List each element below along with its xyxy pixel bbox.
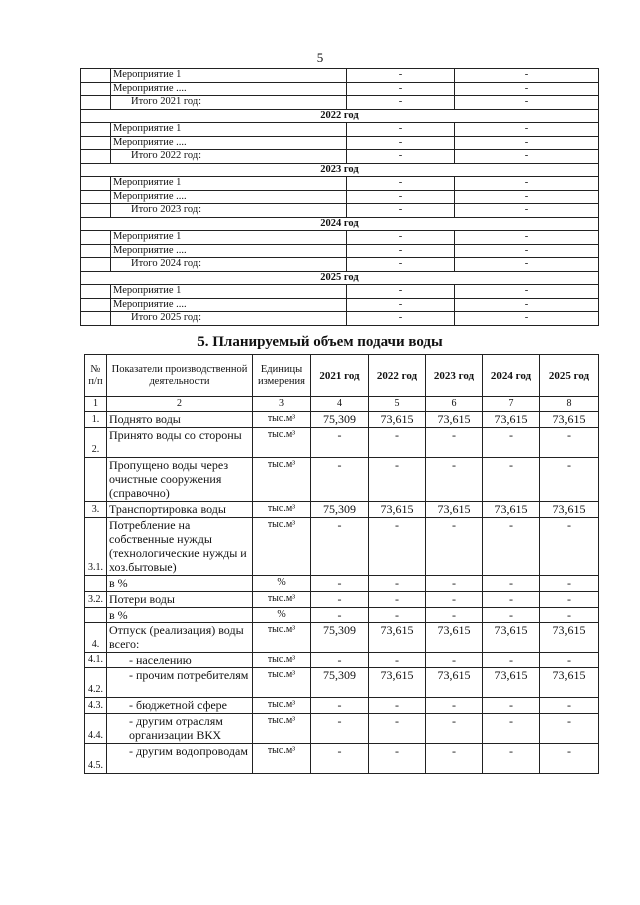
value-a: - <box>347 177 455 191</box>
value-cell: - <box>540 608 599 623</box>
indicator-name: Транспортировка воды <box>107 502 253 518</box>
activity-name: Итого 2023 год: <box>111 204 347 218</box>
unit-cell: тыс.м³ <box>253 412 311 428</box>
activity-name: Мероприятие 1 <box>111 69 347 83</box>
unit-cell: тыс.м³ <box>253 653 311 668</box>
value-cell: - <box>426 653 483 668</box>
value-b: - <box>455 204 599 218</box>
header-num: № п/п <box>85 355 107 397</box>
unit-cell: тыс.м³ <box>253 698 311 714</box>
value-cell: - <box>369 576 426 592</box>
activity-row <box>81 69 599 83</box>
activity-name: Мероприятие 1 <box>111 231 347 245</box>
indicator-name: в % <box>107 576 253 592</box>
value-cell: 73,615 <box>426 668 483 698</box>
row-number: 4.4. <box>85 714 107 744</box>
activity-name: Итого 2022 год: <box>111 150 347 164</box>
value-cell: - <box>483 698 540 714</box>
value-cell: - <box>369 744 426 774</box>
activity-name: Итого 2024 год: <box>111 258 347 272</box>
value-cell: 73,615 <box>483 668 540 698</box>
row-number: 4.1. <box>85 653 107 668</box>
value-b: - <box>455 258 599 272</box>
page-number: 5 <box>316 50 324 65</box>
water-supply-table <box>84 354 599 774</box>
blank-cell <box>81 123 111 137</box>
table-row <box>85 502 599 518</box>
value-cell: - <box>540 698 599 714</box>
table-row <box>85 518 599 576</box>
index-row <box>85 397 599 412</box>
row-number <box>85 458 107 502</box>
table-row <box>85 668 599 698</box>
value-cell: 75,309 <box>311 412 369 428</box>
blank-cell <box>81 231 111 245</box>
unit-cell: % <box>253 576 311 592</box>
table-row <box>85 653 599 668</box>
value-cell: 73,615 <box>540 502 599 518</box>
value-a: - <box>347 312 455 326</box>
index-cell: 7 <box>483 397 540 412</box>
activity-name: Мероприятие 1 <box>111 123 347 137</box>
value-cell: - <box>369 518 426 576</box>
value-cell: - <box>369 714 426 744</box>
activities-table <box>80 68 599 326</box>
indicator-name: Поднято воды <box>107 412 253 428</box>
value-a: - <box>347 244 455 258</box>
indicator-name: - прочим потребителям <box>107 668 253 698</box>
value-a: - <box>347 298 455 312</box>
activity-name: Мероприятие .... <box>111 298 347 312</box>
value-cell: - <box>311 698 369 714</box>
row-number: 2. <box>85 428 107 458</box>
blank-cell <box>81 136 111 150</box>
indicator-name: - населению <box>107 653 253 668</box>
row-number <box>85 576 107 592</box>
value-b: - <box>455 285 599 299</box>
header-2021: 2021 год <box>311 355 369 397</box>
value-b: - <box>455 123 599 137</box>
row-number: 4.3. <box>85 698 107 714</box>
value-cell: - <box>483 576 540 592</box>
table-row <box>85 623 599 653</box>
table-row <box>85 576 599 592</box>
value-cell: - <box>483 714 540 744</box>
indicator-name: Потребление на собственные нужды (технологические нужды и хоз.бытовые) <box>107 518 253 576</box>
value-cell: - <box>426 608 483 623</box>
activity-row <box>81 190 599 204</box>
activity-row <box>81 298 599 312</box>
value-b: - <box>455 96 599 110</box>
activity-name: Мероприятие .... <box>111 136 347 150</box>
value-cell: - <box>483 608 540 623</box>
activity-name: Мероприятие .... <box>111 244 347 258</box>
row-number: 3. <box>85 502 107 518</box>
header-2022: 2022 год <box>369 355 426 397</box>
blank-cell <box>81 312 111 326</box>
section-title: 5. Планируемый объем подачи воды <box>197 334 443 350</box>
table-row <box>85 428 599 458</box>
blank-cell <box>81 82 111 96</box>
value-cell: - <box>311 744 369 774</box>
activity-name: Мероприятие 1 <box>111 177 347 191</box>
row-number: 4.5. <box>85 744 107 774</box>
value-cell: 73,615 <box>426 502 483 518</box>
activity-row <box>81 231 599 245</box>
table-row <box>85 592 599 608</box>
value-cell: - <box>540 518 599 576</box>
table-row <box>85 714 599 744</box>
value-b: - <box>455 69 599 83</box>
value-a: - <box>347 190 455 204</box>
value-cell: 75,309 <box>311 502 369 518</box>
value-cell: - <box>483 592 540 608</box>
blank-cell <box>81 150 111 164</box>
value-cell: - <box>369 592 426 608</box>
unit-cell: тыс.м³ <box>253 518 311 576</box>
value-cell: - <box>540 653 599 668</box>
value-cell: - <box>540 744 599 774</box>
unit-cell: тыс.м³ <box>253 744 311 774</box>
value-cell: 73,615 <box>540 668 599 698</box>
indicator-name: Принято воды со стороны <box>107 428 253 458</box>
value-a: - <box>347 69 455 83</box>
activity-row <box>81 285 599 299</box>
unit-cell: тыс.м³ <box>253 428 311 458</box>
unit-cell: % <box>253 608 311 623</box>
value-a: - <box>347 82 455 96</box>
value-cell: 73,615 <box>483 623 540 653</box>
activity-row <box>81 136 599 150</box>
value-cell: - <box>311 428 369 458</box>
value-cell: - <box>369 458 426 502</box>
header-2025: 2025 год <box>540 355 599 397</box>
value-cell: - <box>426 592 483 608</box>
value-cell: - <box>540 428 599 458</box>
blank-cell <box>81 96 111 110</box>
row-number: 1. <box>85 412 107 428</box>
total-row <box>81 96 599 110</box>
value-cell: - <box>369 428 426 458</box>
value-a: - <box>347 96 455 110</box>
table-row <box>85 744 599 774</box>
value-cell: 73,615 <box>540 623 599 653</box>
index-cell: 1 <box>85 397 107 412</box>
blank-cell <box>81 298 111 312</box>
value-cell: - <box>311 653 369 668</box>
value-cell: - <box>311 714 369 744</box>
value-cell: - <box>311 576 369 592</box>
year-label: 2022 год <box>81 109 599 123</box>
value-cell: - <box>369 653 426 668</box>
activity-row <box>81 177 599 191</box>
indicator-name: Потери воды <box>107 592 253 608</box>
value-cell: - <box>483 653 540 668</box>
year-row <box>81 271 599 285</box>
value-cell: - <box>426 714 483 744</box>
header-2024: 2024 год <box>483 355 540 397</box>
year-row <box>81 109 599 123</box>
value-cell: 73,615 <box>369 412 426 428</box>
indicator-name: в % <box>107 608 253 623</box>
value-a: - <box>347 123 455 137</box>
row-number <box>85 608 107 623</box>
value-cell: - <box>483 458 540 502</box>
value-cell: - <box>540 714 599 744</box>
activity-name: Мероприятие .... <box>111 190 347 204</box>
value-b: - <box>455 231 599 245</box>
total-row <box>81 258 599 272</box>
value-cell: - <box>483 518 540 576</box>
value-b: - <box>455 136 599 150</box>
indicator-name: - другим водопроводам <box>107 744 253 774</box>
value-cell: 73,615 <box>483 412 540 428</box>
value-cell: 73,615 <box>426 412 483 428</box>
indicator-name: Отпуск (реализация) воды всего: <box>107 623 253 653</box>
index-cell: 4 <box>311 397 369 412</box>
blank-cell <box>81 204 111 218</box>
activity-name: Итого 2025 год: <box>111 312 347 326</box>
row-number: 3.1. <box>85 518 107 576</box>
year-label: 2025 год <box>81 271 599 285</box>
index-cell: 8 <box>540 397 599 412</box>
value-a: - <box>347 231 455 245</box>
blank-cell <box>81 190 111 204</box>
activity-row <box>81 244 599 258</box>
value-cell: - <box>311 518 369 576</box>
value-cell: - <box>426 698 483 714</box>
value-a: - <box>347 258 455 272</box>
value-cell: - <box>426 744 483 774</box>
value-cell: 75,309 <box>311 623 369 653</box>
header-indicator: Показатели производственной деятельности <box>107 355 253 397</box>
value-cell: 73,615 <box>540 412 599 428</box>
table-row <box>85 412 599 428</box>
value-cell: - <box>311 592 369 608</box>
value-a: - <box>347 285 455 299</box>
row-number: 4.2. <box>85 668 107 698</box>
activity-name: Мероприятие 1 <box>111 285 347 299</box>
total-row <box>81 204 599 218</box>
value-b: - <box>455 298 599 312</box>
total-row <box>81 312 599 326</box>
value-cell: - <box>311 458 369 502</box>
table-row <box>85 698 599 714</box>
year-label: 2023 год <box>81 163 599 177</box>
value-cell: - <box>540 458 599 502</box>
value-cell: - <box>426 428 483 458</box>
row-number: 3.2. <box>85 592 107 608</box>
value-b: - <box>455 190 599 204</box>
value-cell: - <box>311 608 369 623</box>
value-cell: 75,309 <box>311 668 369 698</box>
value-cell: - <box>426 576 483 592</box>
index-cell: 3 <box>253 397 311 412</box>
value-cell: - <box>426 458 483 502</box>
table-row <box>85 458 599 502</box>
index-cell: 6 <box>426 397 483 412</box>
blank-cell <box>81 258 111 272</box>
unit-cell: тыс.м³ <box>253 714 311 744</box>
table-row <box>85 608 599 623</box>
header-row <box>85 355 599 397</box>
unit-cell: тыс.м³ <box>253 458 311 502</box>
header-unit: Единицы измерения <box>253 355 311 397</box>
unit-cell: тыс.м³ <box>253 502 311 518</box>
activity-name: Итого 2021 год: <box>111 96 347 110</box>
activity-row <box>81 123 599 137</box>
value-cell: - <box>369 698 426 714</box>
indicator-name: - бюджетной сфере <box>107 698 253 714</box>
value-a: - <box>347 136 455 150</box>
value-b: - <box>455 244 599 258</box>
value-b: - <box>455 82 599 96</box>
value-cell: - <box>483 428 540 458</box>
blank-cell <box>81 285 111 299</box>
unit-cell: тыс.м³ <box>253 592 311 608</box>
value-b: - <box>455 177 599 191</box>
value-cell: 73,615 <box>483 502 540 518</box>
value-cell: - <box>369 608 426 623</box>
value-a: - <box>347 204 455 218</box>
value-cell: - <box>426 518 483 576</box>
index-cell: 5 <box>369 397 426 412</box>
value-cell: 73,615 <box>369 623 426 653</box>
value-cell: 73,615 <box>426 623 483 653</box>
indicator-name: - другим отраслям организации ВКХ <box>107 714 253 744</box>
activity-row <box>81 82 599 96</box>
indicator-name: Пропущено воды через очистные сооружения (справочно) <box>107 458 253 502</box>
year-row <box>81 163 599 177</box>
row-number: 4. <box>85 623 107 653</box>
header-2023: 2023 год <box>426 355 483 397</box>
value-cell: - <box>540 576 599 592</box>
value-cell: - <box>540 592 599 608</box>
value-cell: 73,615 <box>369 502 426 518</box>
blank-cell <box>81 177 111 191</box>
total-row <box>81 150 599 164</box>
blank-cell <box>81 69 111 83</box>
activity-name: Мероприятие .... <box>111 82 347 96</box>
year-row <box>81 217 599 231</box>
unit-cell: тыс.м³ <box>253 623 311 653</box>
value-cell: 73,615 <box>369 668 426 698</box>
index-cell: 2 <box>107 397 253 412</box>
year-label: 2024 год <box>81 217 599 231</box>
value-b: - <box>455 150 599 164</box>
value-a: - <box>347 150 455 164</box>
blank-cell <box>81 244 111 258</box>
value-cell: - <box>483 744 540 774</box>
value-b: - <box>455 312 599 326</box>
unit-cell: тыс.м³ <box>253 668 311 698</box>
